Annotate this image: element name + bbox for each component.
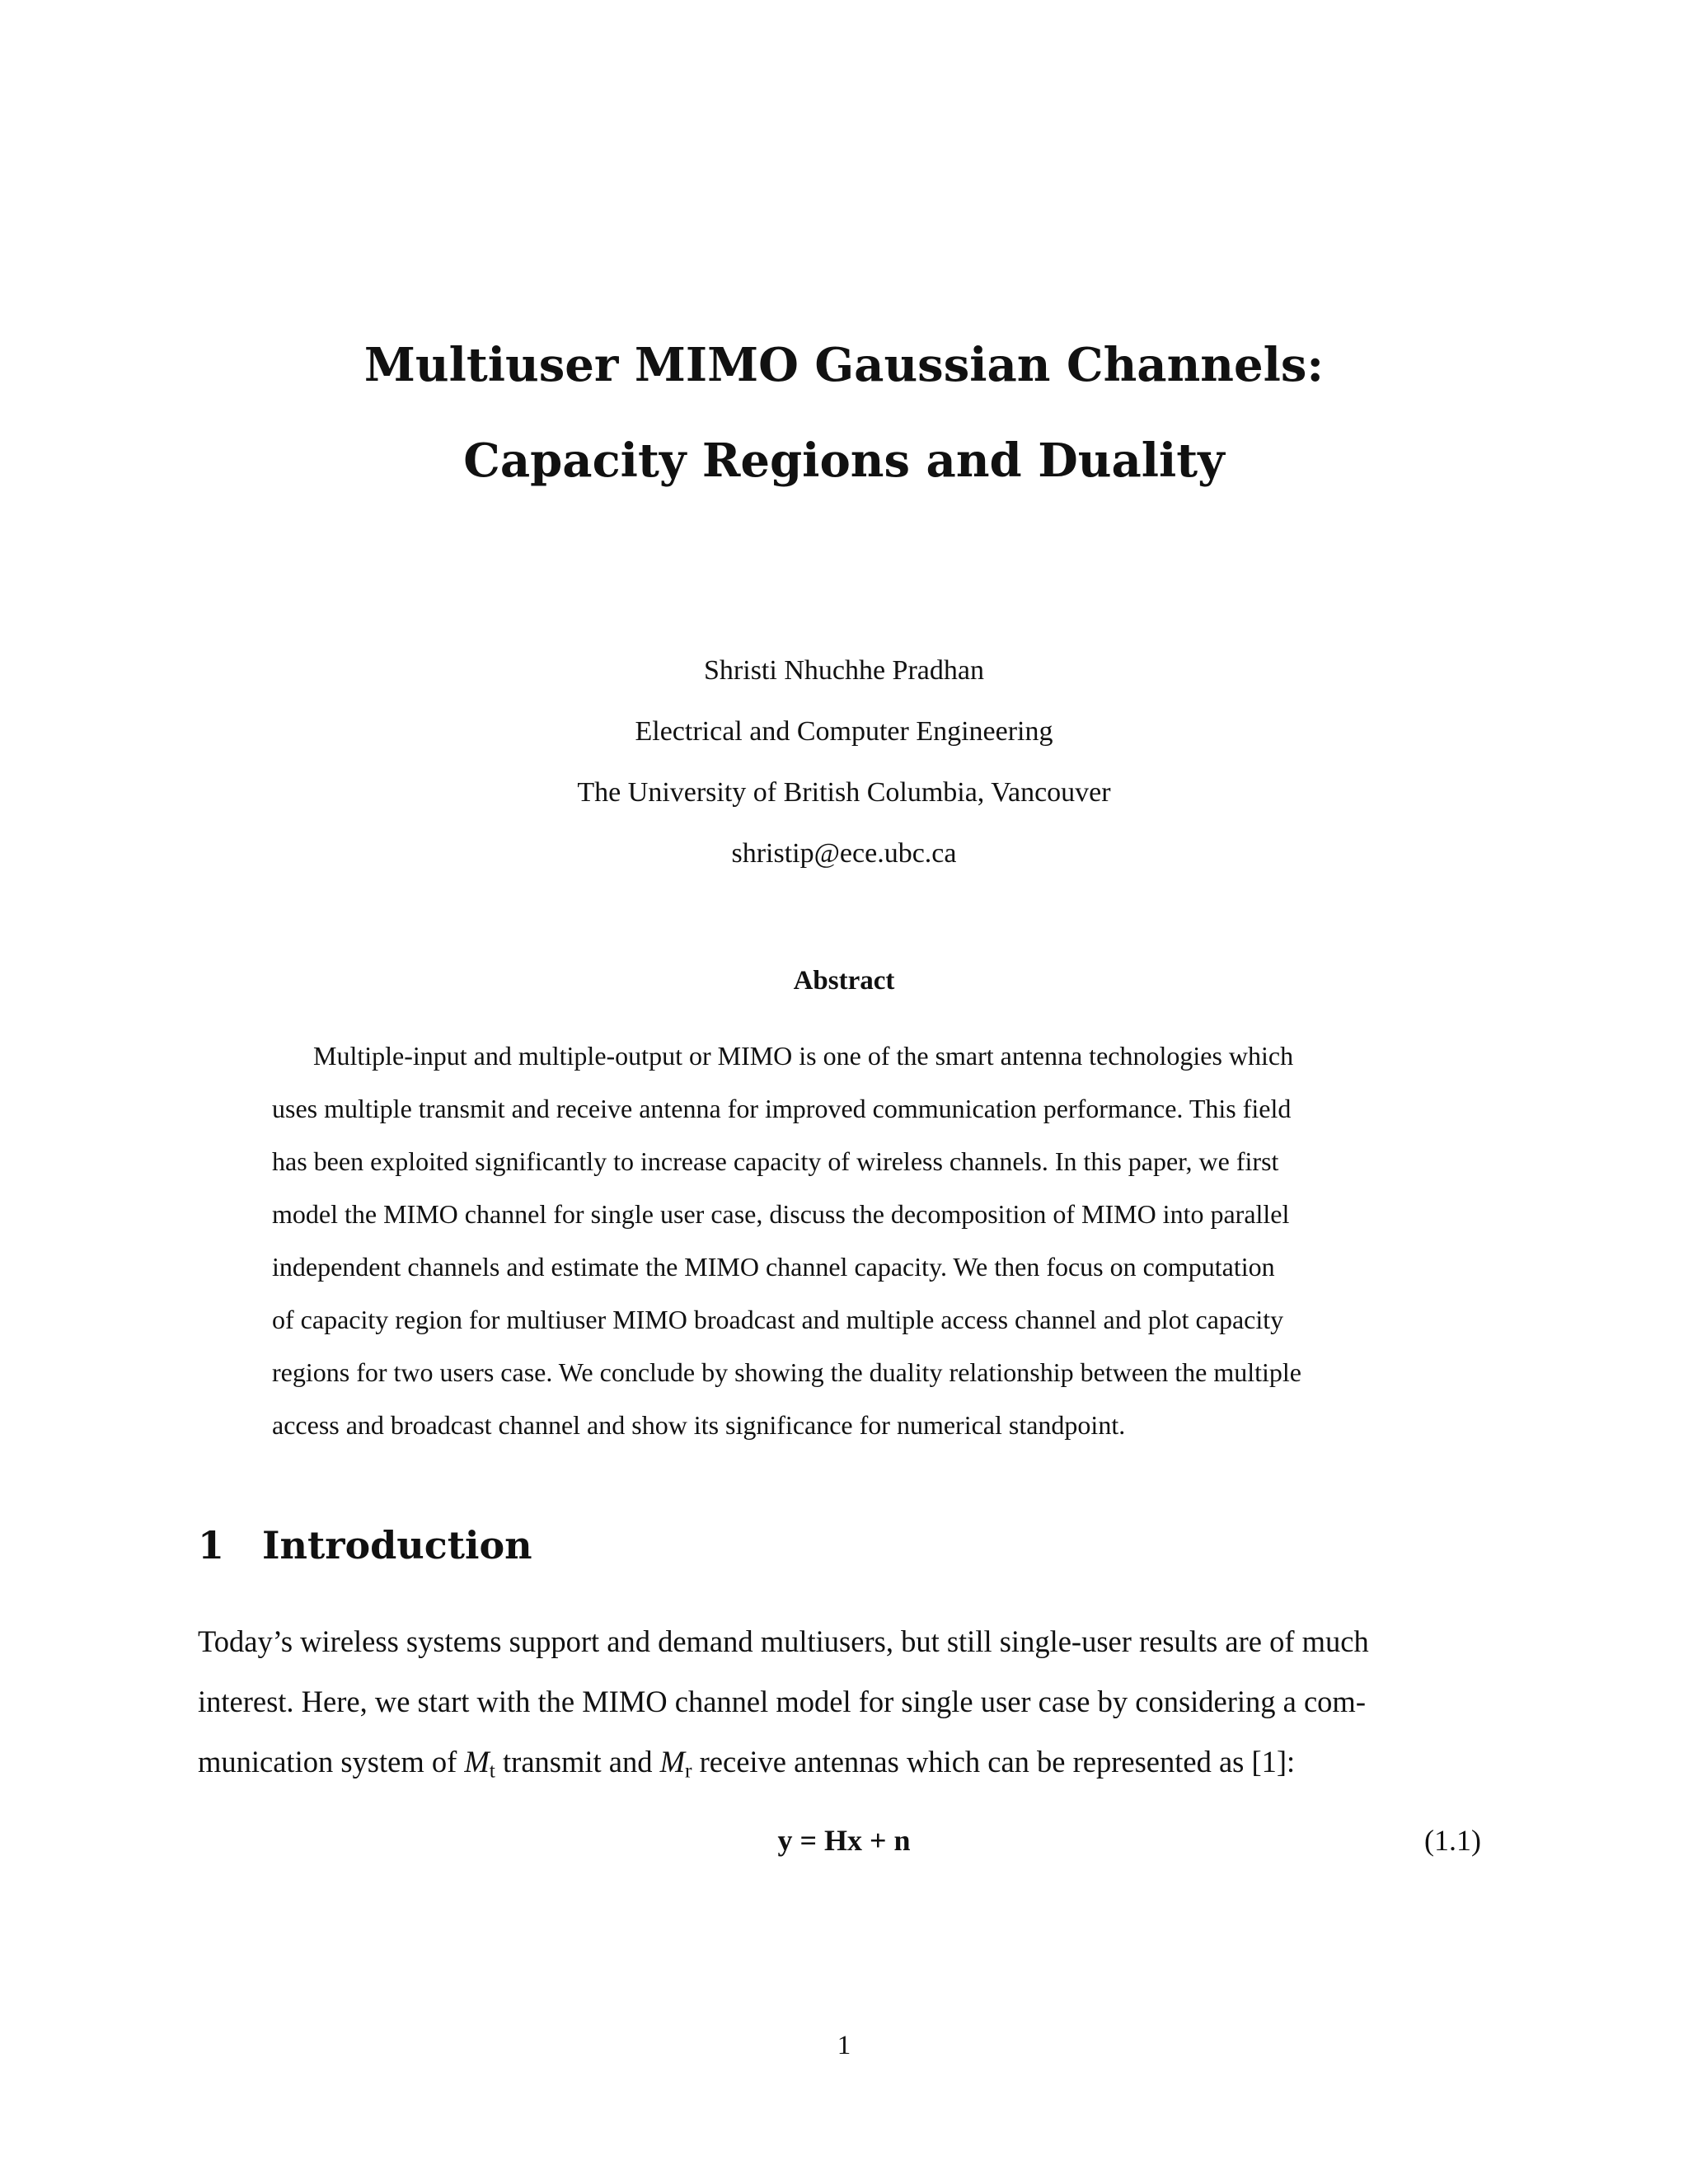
section-title: Introduction — [262, 1523, 532, 1568]
abstract-line: regions for two users case. We conclude by showing the duality relationship between the multiple — [272, 1357, 1301, 1387]
abstract-heading: Abstract — [793, 966, 895, 996]
equation: y = Hx + n — [777, 1824, 911, 1857]
author-department: Electrical and Computer Engineering — [635, 716, 1053, 747]
paper-title-line-2: Capacity Regions and Duality — [463, 434, 1225, 488]
body-line: Today’s wireless systems support and demand multiusers, but still single-user results are of much — [198, 1624, 1369, 1658]
abstract-line: access and broadcast channel and show its significance for numerical standpoint. — [272, 1410, 1126, 1440]
author-name: Shristi Nhuchhe Pradhan — [704, 655, 984, 686]
author-email: shristip@ece.ubc.ca — [731, 838, 957, 869]
abstract-line: Multiple-input and multiple-output or MIMO is one of the smart antenna technologies which — [313, 1041, 1294, 1071]
body-line: munication system of $M_t$ transmit and $M_r$ receive antennas which can be represented as [1]: — [198, 1745, 1296, 1783]
section-number: 1 — [198, 1523, 225, 1568]
abstract-line: has been exploited significantly to increase capacity of wireless channels. In this paper, we first — [272, 1146, 1279, 1176]
body-line: interest. Here, we start with the MIMO channel model for single user case by considering a com- — [198, 1685, 1366, 1718]
section-heading — [198, 1523, 532, 1568]
page-number: 1 — [837, 2031, 851, 2060]
equation-number: (1.1) — [1424, 1824, 1481, 1857]
paper-title-line-1: Multiuser MIMO Gaussian Channels: — [363, 338, 1325, 392]
abstract-line: independent channels and estimate the MIMO channel capacity. We then focus on computation — [272, 1252, 1275, 1282]
abstract-line: model the MIMO channel for single user case, discuss the decomposition of MIMO into parallel — [272, 1199, 1290, 1229]
symbol-mr: M — [659, 1745, 686, 1779]
abstract-line: uses multiple transmit and receive antenna for improved communication performance. This field — [272, 1094, 1292, 1123]
abstract-line: of capacity region for multiuser MIMO broadcast and multiple access channel and plot capacity — [272, 1305, 1284, 1334]
symbol-mt: M — [464, 1745, 490, 1779]
author-institution: The University of British Columbia, Vancouver — [577, 777, 1111, 808]
